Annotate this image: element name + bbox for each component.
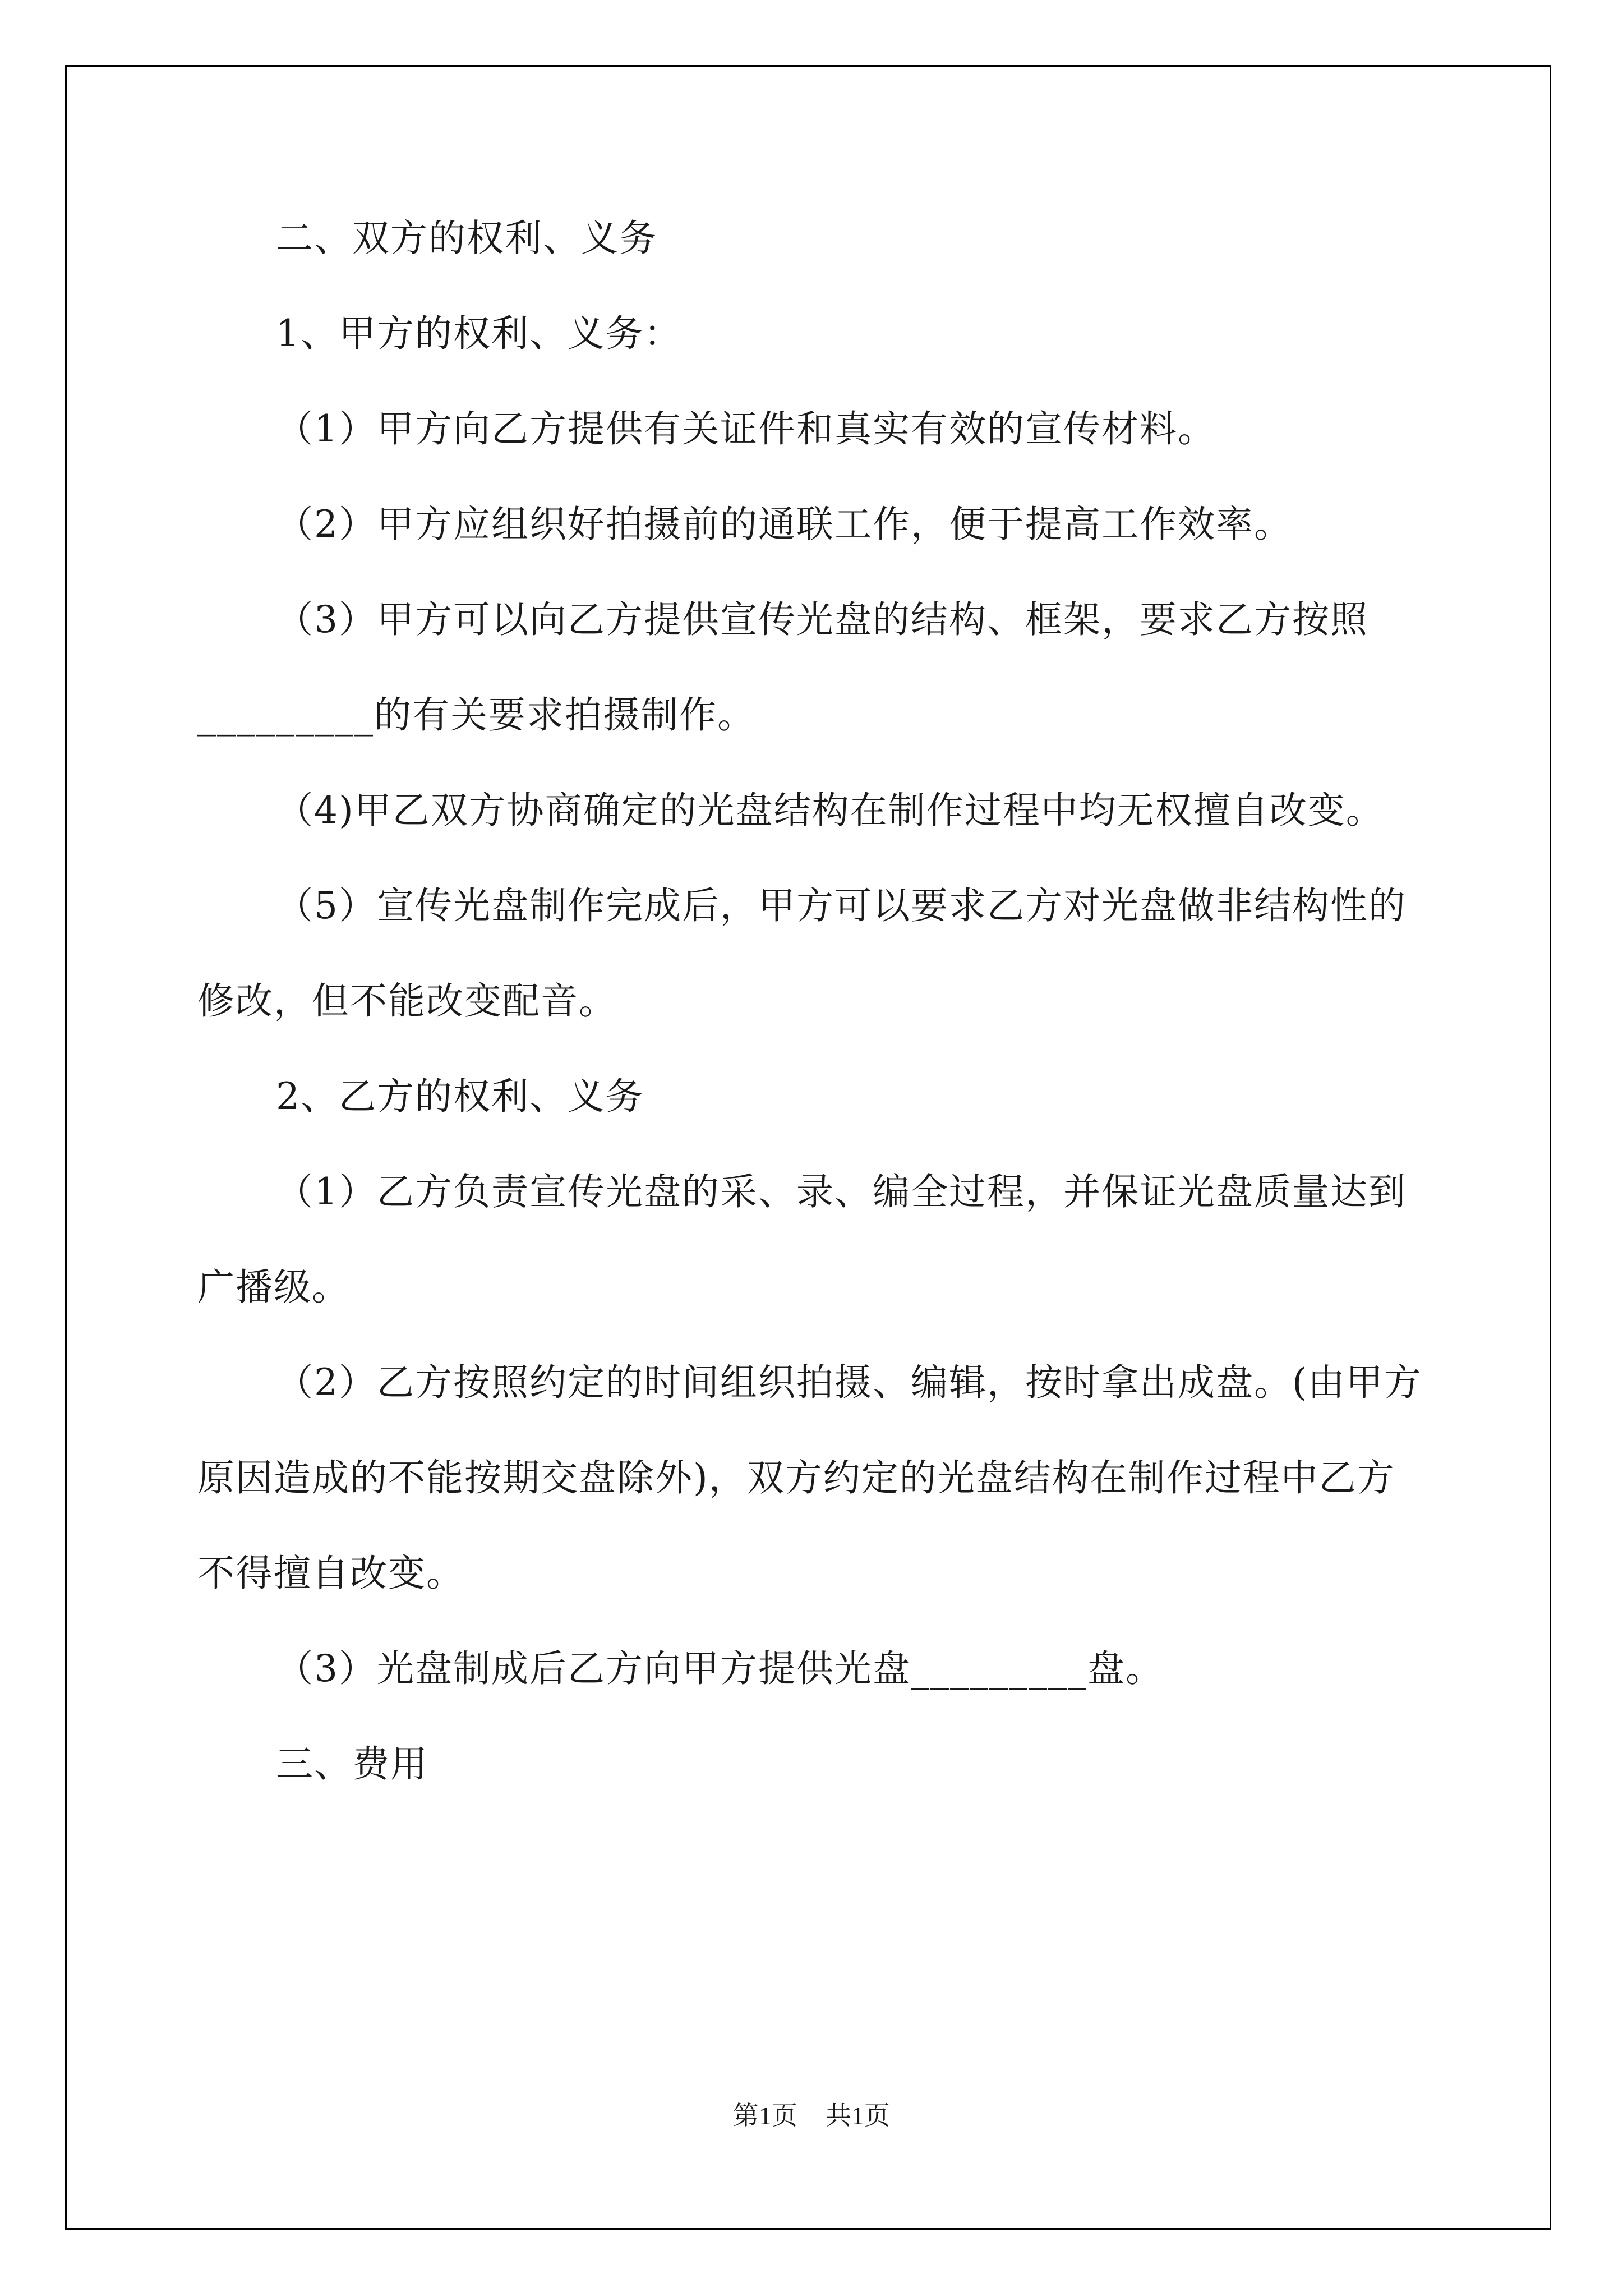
clause-a-4: （4)甲乙双方协商确定的光盘结构在制作过程中均无权擅自改变。: [276, 789, 1384, 832]
clause-a-1: （1）甲方向乙方提供有关证件和真实有效的宣传材料。: [276, 407, 1216, 450]
document-body: [197, 191, 1431, 1812]
clause-a-2: （2）甲方应组织好拍摄前的通联工作，便于提高工作效率。: [276, 503, 1292, 546]
section-heading-rights: 二、双方的权利、义务: [276, 217, 657, 260]
clause-b-2: （2）乙方按照约定的时间组织拍摄、编辑，按时拿出成盘。(由甲方原因造成的不能按期交盘除外)，双方约定的光盘结构在制作过程中乙方不得擅自改变。: [197, 1361, 1422, 1595]
subsection-party-b: 2、乙方的权利、义务: [276, 1075, 644, 1118]
clause-a-5: （5）宣传光盘制作完成后，甲方可以要求乙方对光盘做非结构性的修改，但不能改变配音。: [197, 884, 1407, 1023]
page-number-current: 第1页: [733, 2101, 797, 2130]
clause-a-3: （3）甲方可以向乙方提供宣传光盘的结构、框架，要求乙方按照_________的有关要求拍摄制作。: [197, 598, 1368, 737]
page-number-total: 共1页: [826, 2101, 890, 2130]
clause-b-1: （1）乙方负责宣传光盘的采、录、编全过程，并保证光盘质量达到广播级。: [197, 1170, 1407, 1309]
section-heading-fees: 三、费用: [276, 1742, 428, 1786]
clause-b-3: （3）光盘制成后乙方向甲方提供光盘_________盘。: [276, 1647, 1164, 1690]
subsection-party-a: 1、甲方的权利、义务：: [276, 312, 682, 355]
page-footer: [0, 2095, 1623, 2132]
